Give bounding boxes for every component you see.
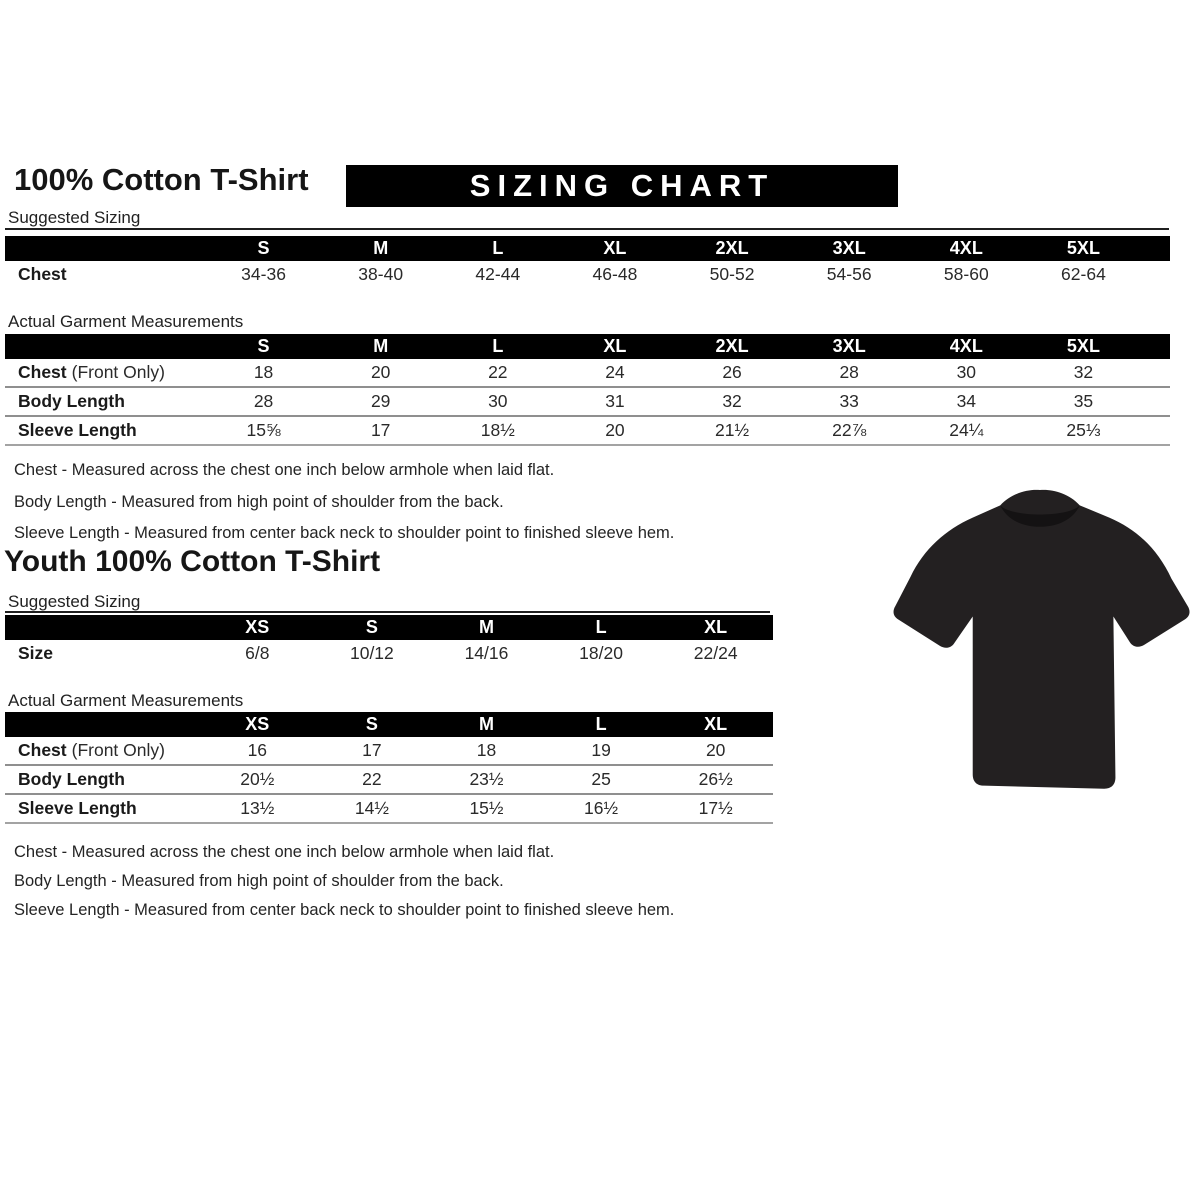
row-label-note: (Front Only) (71, 362, 165, 382)
row-label: Size (18, 643, 54, 663)
size-column-header: L (595, 714, 607, 734)
youth-page-title: Youth 100% Cotton T-Shirt (4, 545, 381, 578)
table-header-row (5, 712, 773, 737)
value-cell: 26 (722, 362, 742, 382)
table-row (5, 386, 1170, 415)
value-cell: 22⅞ (832, 420, 867, 440)
value-cell: 10/12 (349, 643, 394, 663)
row-label (5, 798, 200, 819)
value-cell: 16 (247, 740, 268, 760)
divider-line (5, 228, 1169, 230)
value-cell: 35 (1073, 391, 1094, 411)
size-column-header: 3XL (832, 238, 866, 258)
row-label (5, 740, 200, 761)
adult-suggested-sizing-table (5, 236, 1170, 288)
size-column-header: M (478, 714, 494, 734)
size-column-header: 5XL (1066, 336, 1100, 356)
value-cell: 14½ (354, 798, 389, 818)
value-cell: 18 (253, 362, 274, 382)
size-column-header: XL (603, 336, 627, 356)
adult-actual-measurements-label: Actual Garment Measurements (8, 312, 244, 331)
sizing-chart-banner (346, 165, 898, 207)
value-cell: 16½ (584, 798, 619, 818)
row-label-note: (Front Only) (71, 740, 165, 760)
value-cell: 58-60 (943, 264, 989, 284)
size-column-header: M (478, 617, 494, 637)
value-cell: 15½ (469, 798, 504, 818)
row-label-bold: Body Length (18, 769, 125, 789)
table-row (5, 415, 1170, 446)
size-column-header: XL (704, 714, 728, 734)
size-column-header: S (257, 238, 270, 258)
value-cell: 15⅝ (246, 420, 281, 440)
value-cell: 22 (362, 769, 382, 789)
adult-actual-measurements-table (5, 334, 1170, 446)
value-cell: 33 (839, 391, 859, 411)
value-cell: 18½ (480, 420, 515, 440)
size-column-header: XS (245, 714, 270, 734)
value-cell: 34 (956, 391, 977, 411)
row-label (5, 420, 205, 441)
table-row (5, 359, 1170, 386)
divider-line (5, 611, 770, 613)
value-cell: 20 (705, 740, 726, 760)
adult-suggested-sizing-label: Suggested Sizing (8, 208, 141, 227)
value-cell: 42-44 (475, 264, 521, 284)
value-cell: 25 (591, 769, 611, 789)
note-chest: Chest - Measured across the chest one inch below armhole when laid flat. (14, 461, 555, 479)
value-cell: 62-64 (1061, 264, 1106, 284)
value-cell: 25⅓ (1066, 420, 1101, 440)
value-cell: 30 (488, 391, 508, 411)
value-cell: 20 (605, 420, 625, 440)
table-header-row (5, 236, 1170, 261)
row-label-bold: Chest (18, 740, 67, 760)
value-cell: 18 (476, 740, 497, 760)
row-label-bold: Sleeve Length (18, 420, 137, 440)
size-column-header: L (492, 238, 504, 258)
value-cell: 18/20 (579, 643, 623, 663)
row-label: Chest (18, 264, 67, 284)
size-column-header: L (595, 617, 607, 637)
size-column-header: S (365, 714, 378, 734)
value-cell: 28 (253, 391, 274, 411)
row-label-bold: Sleeve Length (18, 798, 137, 818)
page-title: 100% Cotton T-Shirt (14, 162, 309, 197)
row-label-bold: Chest (18, 362, 67, 382)
size-column-header: 4XL (949, 238, 983, 258)
size-column-header: M (373, 238, 389, 258)
size-column-header: 2XL (715, 238, 749, 258)
youth-actual-measurements-label: Actual Garment Measurements (8, 691, 244, 710)
value-cell: 24¼ (949, 420, 984, 440)
value-cell: 22/24 (693, 643, 738, 663)
table-row (5, 640, 773, 667)
value-cell: 50-52 (709, 264, 755, 284)
value-cell: 31 (605, 391, 625, 411)
table-row (5, 737, 773, 764)
note-sleeve-length: Sleeve Length - Measured from center back neck to shoulder point to finished sleeve hem. (14, 524, 675, 542)
tshirt-silhouette (894, 490, 1190, 789)
size-column-header: 3XL (832, 336, 866, 356)
value-cell: 17½ (698, 798, 733, 818)
row-label (5, 362, 205, 383)
size-column-header: 5XL (1066, 238, 1100, 258)
note-sleeve-length: Sleeve Length - Measured from center back neck to shoulder point to finished sleeve hem. (14, 901, 675, 919)
value-cell: 54-56 (826, 264, 872, 284)
table-header-row (5, 334, 1170, 359)
value-cell: 19 (591, 740, 611, 760)
size-column-header: S (257, 336, 270, 356)
value-cell: 28 (839, 362, 859, 382)
table-row (5, 261, 1170, 288)
value-cell: 30 (956, 362, 977, 382)
value-cell: 34-36 (241, 264, 286, 284)
size-column-header: XL (704, 617, 728, 637)
value-cell: 32 (722, 391, 742, 411)
value-cell: 29 (370, 391, 391, 411)
value-cell: 46-48 (592, 264, 638, 284)
row-label (5, 391, 205, 412)
size-column-header: M (373, 336, 389, 356)
value-cell: 6/8 (245, 643, 270, 663)
size-column-header: XS (245, 617, 270, 637)
row-label (5, 769, 200, 790)
note-body-length: Body Length - Measured from high point of shoulder from the back. (14, 493, 504, 511)
value-cell: 13½ (240, 798, 275, 818)
value-cell: 23½ (469, 769, 504, 789)
value-cell: 17 (370, 420, 391, 440)
size-column-header: L (492, 336, 504, 356)
size-column-header: XL (603, 238, 627, 258)
table-row (5, 793, 773, 824)
table-header-row (5, 615, 773, 640)
youth-suggested-sizing-label: Suggested Sizing (8, 592, 141, 611)
value-cell: 21½ (715, 420, 750, 440)
value-cell: 38-40 (358, 264, 404, 284)
size-column-header: 4XL (949, 336, 983, 356)
table-row (5, 764, 773, 793)
value-cell: 20 (370, 362, 391, 382)
size-column-header: S (365, 617, 378, 637)
size-column-header: 2XL (715, 336, 749, 356)
value-cell: 17 (362, 740, 382, 760)
note-chest: Chest - Measured across the chest one inch below armhole when laid flat. (14, 843, 555, 861)
youth-actual-measurements-table (5, 712, 773, 824)
value-cell: 14/16 (464, 643, 509, 663)
value-cell: 22 (488, 362, 508, 382)
value-cell: 32 (1073, 362, 1094, 382)
value-cell: 24 (605, 362, 625, 382)
sizing-chart-banner-label: SIZING CHART (469, 168, 775, 203)
row-label-bold: Body Length (18, 391, 125, 411)
note-body-length: Body Length - Measured from high point of shoulder from the back. (14, 872, 504, 890)
tshirt-photo (882, 487, 1198, 803)
value-cell: 20½ (240, 769, 275, 789)
youth-suggested-sizing-table (5, 615, 773, 667)
value-cell: 26½ (698, 769, 733, 789)
tshirt-photo-svg (882, 487, 1198, 803)
